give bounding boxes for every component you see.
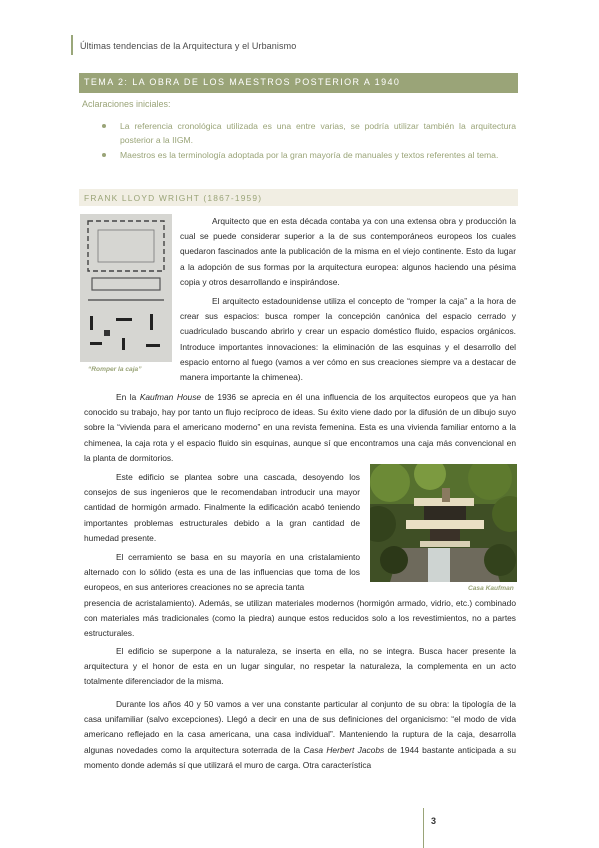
section-title: TEMA 2: LA OBRA DE LOS MAESTROS POSTERIOR A 1940 [84,77,401,87]
page-number-rule [423,808,424,848]
clarifications-heading: Aclaraciones iniciales: [82,99,171,109]
bullet-icon [102,153,106,157]
plan-caption: “Romper la caja” [88,366,142,373]
header-rule [71,35,73,55]
subsection-banner [79,189,518,206]
page-number: 3 [431,816,437,826]
list-item: La referencia cronológica utilizada es una entre varias, se podría utilizar también la arquitectura posterior a la IIGM. [82,119,516,147]
clarifications-list [82,119,516,163]
running-header: Últimas tendencias de la Arquitectura y el Urbanismo [80,41,297,51]
paragraph-2: El arquitecto estadounidense utiliza el concepto de “romper la caja” a la hora de crear sus espacios: busca romper la concepción canónica del espacio cerrado y cuadriculado buscando abrirlo y crear un espacio doméstico fluido, espacios orgánicos. Introduce importantes innovaciones: la eliminación de las esquinas y el desarrollo del espacio entorno al fuego (vamos a ver cómo en sus creaciones siempre va a destacar de manera importante la chimenea). [180,296,516,383]
casa-kaufman-illustration [370,464,517,582]
floor-plan-image [80,214,172,362]
casa-kaufman-photo [370,464,517,582]
paragraph-6: El edificio se superpone a la naturaleza, se inserta en ella, no se integra. Busca hacer presente la arquitectura y el honor de esta en un lugar singular, no respetar la naturaleza, la complementa en un acto totalmente diferenciador de la misma. [84,646,516,687]
bullet-icon [102,124,106,128]
paragraph-5b: presencia de acristalamiento). Además, se utilizan materiales modernos (hormigón armado, vidrio, etc.) combinado con materiales más tradicionales (como la piedra) aunque estos reducidos solo a los revestimientos, no a partes estructurales. [84,598,516,639]
photo-caption: Casa Kaufman [468,585,514,592]
paragraph-5a: El cerramiento se basa en su mayoría en una cristalamiento alternado con lo sólido (esta es una de las influencias que toma de los europeos, en sus anteriores creaciones no se aprecia tanta [84,552,360,593]
paragraph-7: Durante los años 40 y 50 vamos a ver una constante particular al conjunto de su obra: la tipología de la casa unifamiliar (salvo excepciones). Llegó a decir en una de sus definiciones del organicismo: “el modo de vida americano reflejado en la casa americana, una casa individual”. Manteniendo la ruptura de la caja, desarrolla algunas novedades como la arquitectura soterrada de la Casa Herbert Jacobs de 1944 bastante anticipada a su momento donde además sí que utilizará el muro de carga. Otra característica [84,699,516,770]
paragraph-4: Este edificio se plantea sobre una cascada, desoyendo los consejos de sus ingenieros que le recomendaban introducir una mayor cantidad de hormigón armado. Finalmente la edificación acabó teniendo importantes problemas estructurales debido a la gran cantidad de humedad presente. [84,472,360,543]
paragraph-1: Arquitecto que en esta década contaba ya con una extensa obra y producción la cual se puede considerar superior a la de sus contemporáneos europeos los cuales quedaron fascinados ante la publicación de la misma en el viejo continente. Esto da lugar a la adopción de sus formas por la arquitectura europea: algunos haciendo una pésima copia y otros desarrollando e inspirándose. [180,216,516,287]
floor-plan-drawing [80,214,172,362]
paragraph-3: En la Kaufman House de 1936 se aprecia en él una influencia de los arquitectos europeos que ya han conocido su trabajo, hay por tanto un flujo recíproco de ideas. Su éxito viene dado por la difusión de un dibujo suyo sobre la “vivienda para el americano moderno” en una revista femenina. Esta es una vivienda familiar entorno a la chimenea, la caja rota y el espacio fluido sin esquinas, aunque sí que encontramos una caja más convencional en la planta de dormitorios. [84,392,516,463]
list-item: Maestros es la terminología adoptada por la gran mayoría de manuales y textos referentes al tema. [82,148,516,162]
subsection-title: FRANK LLOYD WRIGHT (1867-1959) [84,193,263,203]
section-banner [79,73,518,93]
